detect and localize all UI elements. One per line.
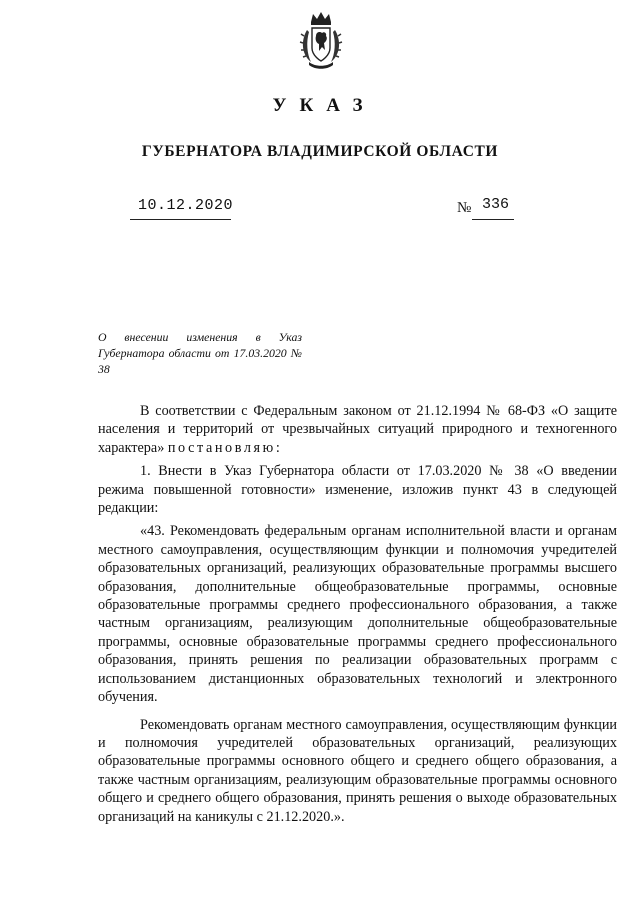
preamble-paragraph xyxy=(98,402,617,457)
item-1-paragraph: 1. Внести в Указ Губернатора области от 17.03.2020 № 38 «О введении режима повышенной готовности» изменение, изложив пункт 43 в следующей редакции: xyxy=(98,463,617,517)
number-sign: № xyxy=(457,200,472,216)
quoted-paragraph-2: Рекомендовать органам местного самоуправления, осуществляющим функции и полномочия учредителей образовательных организаций, реализующих образовательные программы основного общего и среднего общего образования, а также частным организациям, реализующим образовательные программы основного общего и среднего общего образования, принять решения о выходе образовательных организаций на каникулы с 21.12.2020.». xyxy=(98,716,617,825)
issuer-title: ГУБЕРНАТОРА ВЛАДИМИРСКОЙ ОБЛАСТИ xyxy=(141,143,499,160)
resolve-word: постановляю: xyxy=(167,439,283,456)
coat-of-arms-emblem xyxy=(299,10,343,72)
document-date: 10.12.2020 xyxy=(138,197,234,214)
quoted-paragraph-1: «43. Рекомендовать федеральным органам исполнительной власти и органам местного самоуправления, осуществляющим функции и полномочия учредителей образовательных организаций, реализующих образовательные программы высшего образования, дополнительные общеобразовательные программы, основные образовательные программы среднего профессионального образования, а также частным организациям, реализующим дополнительные общеобразовательные программы, основные образовательные программы среднего профессионального образования, принять решения по реализации образовательных программ с использованием дистанционных образовательных технологий и электронного обучения. xyxy=(98,523,617,706)
preamble-text: В соответствии с Федеральным законом от 21.12.1994 № 68-ФЗ «О защите населения и территорий от чрезвычайных ситуаций природного и техногенного характера» xyxy=(98,403,617,456)
date-underline xyxy=(130,219,231,220)
document-body xyxy=(98,402,617,826)
document-type-title: УКАЗ xyxy=(272,95,376,116)
document-subject: О внесении изменения в Указ Губернатора области от 17.03.2020 № 38 xyxy=(98,330,302,376)
document-number: 336 xyxy=(482,196,510,213)
number-underline xyxy=(472,219,514,220)
